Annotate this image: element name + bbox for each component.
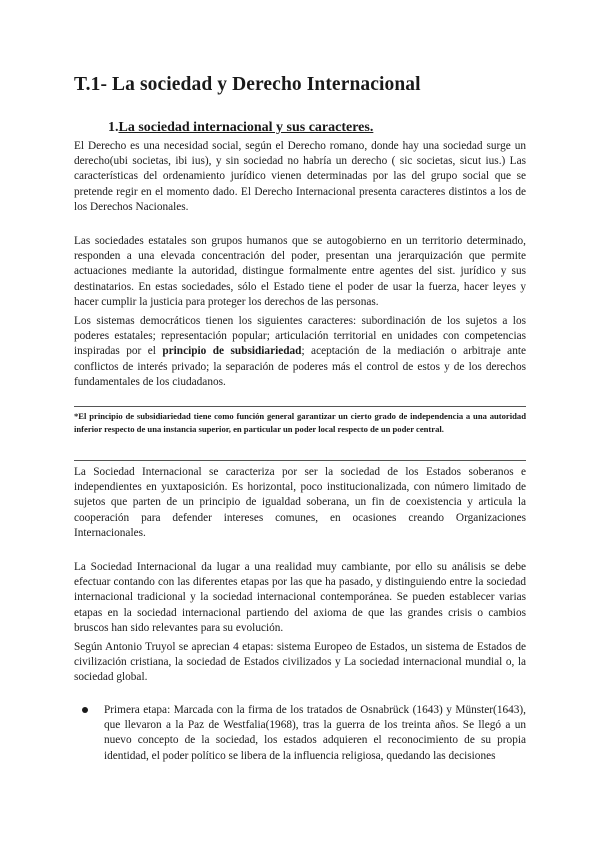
paragraph-law-social-need: El Derecho es una necesidad social, según el Derecho romano, donde hay una sociedad surge un derecho(ubi societas, ibi ius), y sin sociedad no habría un derecho ( sic societas, sicut ius.) Las características del ordenamiento jurídico vienen determinadas por las del grupo social que se pretende regir en el momento dado. El Derecho Internacional presenta caracteres distintos a los de los Derechos Nacionales. xyxy=(74,140,526,213)
paragraph-democratic-systems-end: ; aceptación de la mediación o arbitraje ante conflictos de interés privado; la separación de poderes más el control de estos y de los derechos fundamentales de los ciudadanos. xyxy=(74,345,526,388)
section-title: La sociedad internacional y sus caracteres. xyxy=(118,120,374,135)
subsidiarity-principle-term: principio de subsidiariedad xyxy=(162,345,302,358)
first-stage-text: Primera etapa: Marcada con la firma de los tratados de Osnabrück (1643) y Münster(1643), que llevaron a la Paz de Westfalia(1968), tras la guerra de los treinta años. Se llegó a un nuevo concepto de la sociedad, los estados adquieren el reconocimiento de su propia identidad, el poder político se libera de la influencia religiosa, quedando las decisiones xyxy=(104,704,526,762)
paragraph-democratic-systems xyxy=(74,314,526,390)
paragraph-state-societies: Las sociedades estatales son grupos humanos que se autogobierno en un territorio determinado, responden a una elevada concentración del poder, presentan una jerarquización que permite actuaciones mediante la autoridad, distingue formalmente entre agentes del sist. jurídico y sus destinatarios. En estas sociedades, sólo el Estado tiene el poder de usar la fuerza, hacer leyes y hacer cumplir la justicia para proteger los derechos de las personas. xyxy=(74,235,526,308)
paragraph-truyol-stages: Según Antonio Truyol se aprecian 4 etapas: sistema Europeo de Estados, un sistema de Estados de civilización cristiana, la sociedad de Estados civilizados y La sociedad internacional mundial o, la sociedad global. xyxy=(74,641,526,684)
footnote-top-rule xyxy=(74,406,526,407)
paragraph-democratic-systems-start: Los sistemas democráticos tienen los siguientes caracteres: subordinación de los sujetos a los poderes estatales; representación popular; articulación territorial en unidades con competencias inspiradas por el xyxy=(74,315,526,358)
section-heading xyxy=(108,120,373,136)
subsidiarity-footnote: *El principio de subsidiariedad tiene como función general garantizar un cierto grado de independencia a una autoridad inferior respecto de una instancia superior, en particular un poder local respecto de un poder central. xyxy=(74,411,526,434)
section-number: 1. xyxy=(108,120,119,135)
bullet-icon xyxy=(82,707,88,713)
document-title: T.1- La sociedad y Derecho Internacional xyxy=(74,74,421,95)
paragraph-international-society: La Sociedad Internacional se caracteriza por ser la sociedad de los Estados soberanos e independientes en yuxtaposición. Es horizontal, poco institucionalizada, con número limitado de sujetos que parten de un principio de igualdad soberana, un fin de coexistencia y articula la cooperación para defender intereses comunes, en ocasiones creando Organizaciones Internacionales. xyxy=(74,466,526,539)
footnote-bottom-rule xyxy=(74,460,526,461)
paragraph-changing-reality: La Sociedad Internacional da lugar a una realidad muy cambiante, por ello su análisis se debe efectuar contando con las diferentes etapas por las que ha pasado, y distinguiendo entre la sociedad internacional tradicional y la sociedad internacional contemporánea. Se pueden establecer varias etapas en la sociedad internacional partiendo del axioma de que las grandes crisis o cambios bruscos han sido relevantes para su evolución. xyxy=(74,561,526,634)
